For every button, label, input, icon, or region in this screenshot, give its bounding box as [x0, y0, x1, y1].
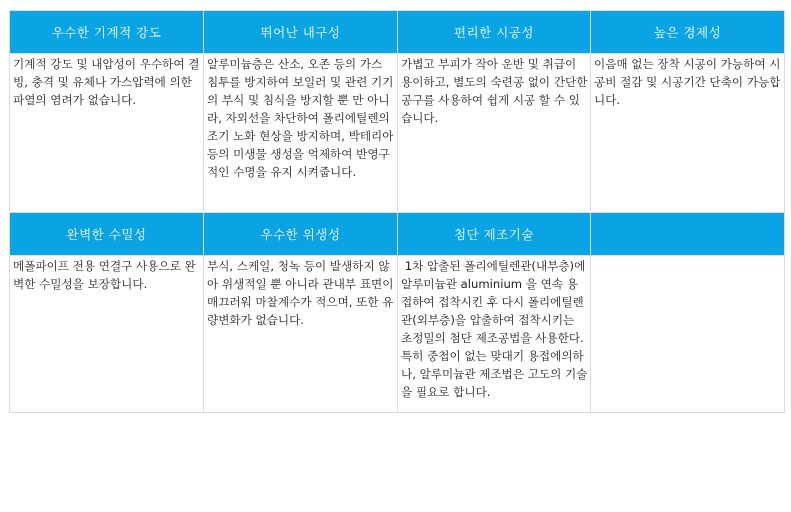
header-watertightness: 완벽한 수밀성 — [10, 213, 204, 256]
header-installation: 편리한 시공성 — [398, 11, 591, 54]
cell-durability: 알루미늄층은 산소, 오존 등의 가스 침투를 방지하여 보일러 및 관련 기기의 부식 및 침식을 방지할 뿐 만 아니라, 자외선을 차단하여 폴리에틸렌의 조기 노화 현상을 방지하며, 박테리아 등의 미생물 생성을 억제하여 반영구적인 수명을 유지 시켜줍니다. — [204, 54, 398, 213]
header-row-2 — [10, 213, 785, 256]
header-row-1 — [10, 11, 785, 54]
header-economy: 높은 경제성 — [591, 11, 785, 54]
header-empty — [591, 213, 785, 256]
features-table — [9, 10, 785, 413]
content-row-1 — [10, 54, 785, 213]
header-manufacturing: 첨단 제조기술 — [398, 213, 591, 256]
cell-empty — [591, 256, 785, 413]
header-durability: 뛰어난 내구성 — [204, 11, 398, 54]
content-row-2 — [10, 256, 785, 413]
cell-watertightness: 메폴파이프 전용 연결구 사용으로 완벽한 수밀성을 보장합니다. — [10, 256, 204, 413]
header-mechanical-strength: 우수한 기계적 강도 — [10, 11, 204, 54]
cell-manufacturing: 1차 압출된 폴리에틸렌관(내부층)에 알루미늄관 aluminium 을 연속 용접하여 접착시킨 후 다시 폴리에틸렌관(외부층)을 압출하여 접착시키는 초정밀의 첨단 제조공법을 사용한다.특히 중첩이 없는 맞대기 용접에의하나, 알루미늄관 제조법은 고도의 기술을 필요로 합니다. — [398, 256, 591, 413]
cell-hygiene: 부식, 스케일, 청녹 등이 발생하지 않아 위생적일 뿐 아니라 관내부 표면이 매끄러워 마찰계수가 적으며, 또한 유량변화가 없습니다. — [204, 256, 398, 413]
header-hygiene: 우수한 위생성 — [204, 213, 398, 256]
cell-installation: 가볍고 부피가 작아 운반 및 취급이 용이하고, 별도의 숙련공 없이 간단한 공구를 사용하여 쉽게 시공 할 수 있습니다. — [398, 54, 591, 213]
cell-mechanical-strength: 기계적 강도 및 내압성이 우수하여 결빙, 충격 및 유체나 가스압력에 의한 파열의 염려가 없습니다. — [10, 54, 204, 213]
cell-economy: 이음매 없는 장착 시공이 가능하여 시공비 절감 및 시공기간 단축이 가능합니다. — [591, 54, 785, 213]
